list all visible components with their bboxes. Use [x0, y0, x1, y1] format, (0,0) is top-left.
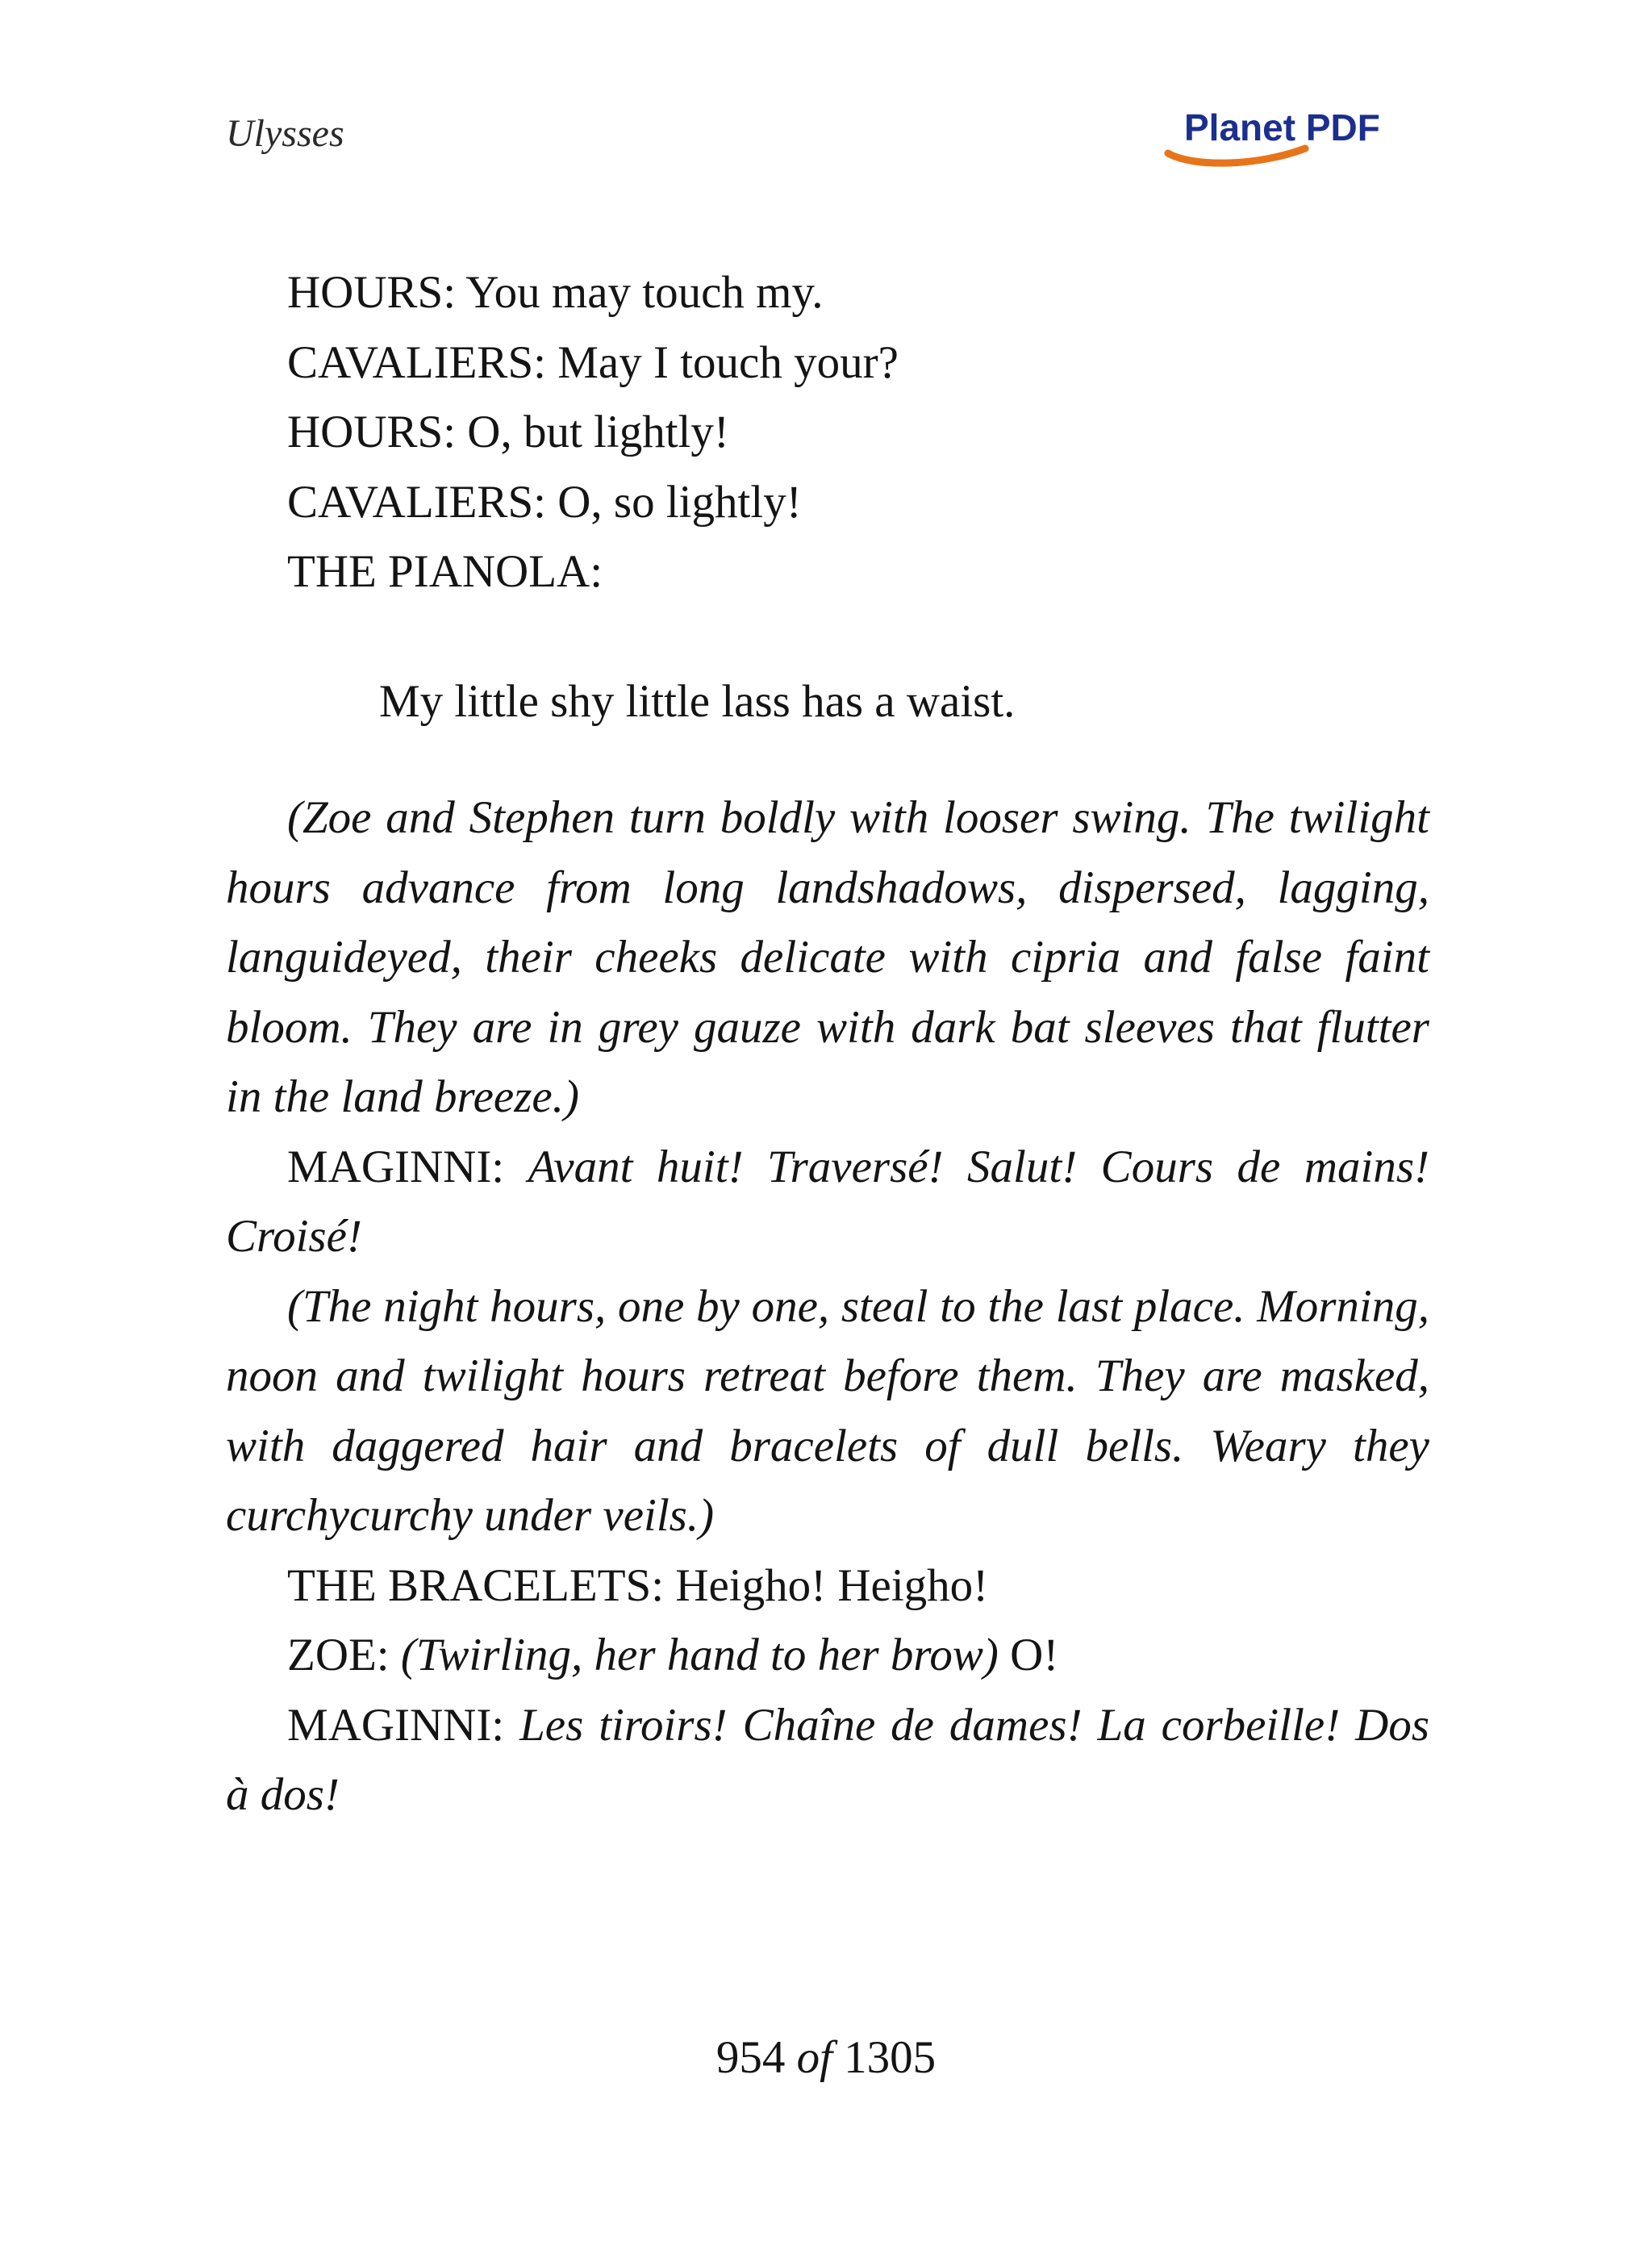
page-of: of [796, 2032, 832, 2083]
speaker: CAVALIERS: [287, 476, 558, 528]
speech: Les tiroirs! Chaîne de dames! La corbeille! Dos à dos! [226, 1699, 1429, 1820]
speech: Avant huit! Traversé! Salut! Cours de mains! Croisé! [226, 1141, 1429, 1262]
speech: Heigho! Heigho! [675, 1559, 989, 1611]
speaker: HOURS: [287, 407, 468, 457]
speaker: THE PIANOLA: [287, 546, 603, 597]
speaker: MAGINNI: [287, 1141, 528, 1192]
speaker: ZOE: [287, 1630, 401, 1680]
logo-text: Planet PDF [1184, 106, 1380, 148]
speaker: CAVALIERS: [287, 336, 558, 388]
dialogue-line [226, 258, 1429, 328]
speech: May I touch your? [557, 336, 899, 388]
dialogue-line [226, 1691, 1429, 1830]
speaker: HOURS: [287, 267, 466, 318]
speech: You may touch my. [465, 267, 824, 318]
dialogue-line [226, 1551, 1429, 1622]
total-pages: 1305 [844, 2032, 937, 2083]
stage-direction-inline: (Twirling, her hand to her brow) [400, 1630, 999, 1680]
song-line: My little shy little lass has a waist. [379, 675, 1016, 727]
dialogue-line [226, 398, 1429, 468]
current-page: 954 [715, 2032, 786, 2083]
page-number [0, 2031, 1652, 2084]
dialogue-line [226, 1621, 1429, 1691]
stage-direction: (Zoe and Stephen turn boldly with looser swing. The twilight hours advance from long landshadows, dispersed, lagging, languideyed, their cheeks delicate with cipria and false faint bloom. They are in grey gauze with dark bat sleeves that flutter in the land breeze.) [226, 792, 1429, 1122]
stage-direction: (The night hours, one by one, steal to the last place. Morning, noon and twilight hours retreat before them. They are masked, with daggered hair and bracelets of dull bells. Weary they curchycurchy under veils.) [226, 1280, 1429, 1541]
dialogue-line [226, 1133, 1429, 1272]
dialogue-line [226, 328, 1429, 399]
dialogue-line [226, 468, 1429, 538]
speaker: MAGINNI: [287, 1699, 520, 1751]
page-body [226, 258, 1429, 1830]
book-title: Ulysses [226, 112, 344, 155]
speech: O! [998, 1630, 1059, 1680]
speech: O, so lightly! [557, 476, 802, 528]
speech: O, but lightly! [467, 407, 729, 457]
dialogue-line [226, 537, 1429, 607]
planet-pdf-logo [1162, 103, 1428, 168]
speaker: THE BRACELETS: [287, 1559, 676, 1611]
